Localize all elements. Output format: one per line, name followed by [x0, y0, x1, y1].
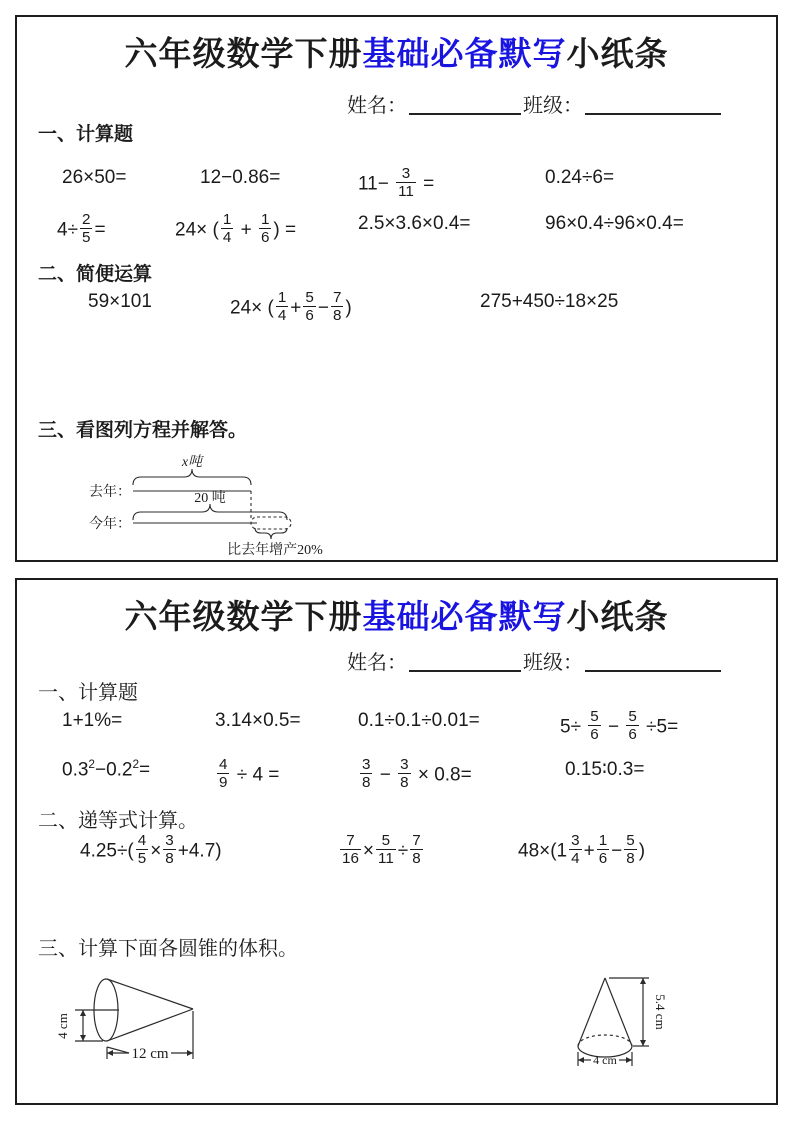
fraction: $\frac{7}{8}$	[332, 289, 342, 325]
math-problem: 11− $\frac{3}{11}$ =	[358, 165, 435, 201]
height-dimension-label: 5.4 cm	[653, 994, 668, 1030]
fraction: $\frac{3}{8}$	[165, 832, 174, 868]
class-label: 班级：	[523, 652, 583, 674]
fraction: $\frac{5}{8}$	[626, 832, 635, 868]
increase-label: 比去年增产20%	[227, 543, 323, 558]
math-problem: $0.3^2-0.2^2=$	[62, 758, 151, 781]
math-problem: $\frac{3}{8}$ − $\frac{3}{8}$ × 0.8=	[362, 756, 472, 792]
math-problem: 12−0.86=	[200, 167, 281, 188]
x-tons-label: x吨	[181, 455, 203, 470]
cone-figure-left	[53, 968, 223, 1070]
page-title	[17, 591, 776, 638]
fraction: $\frac{7}{16}$	[342, 832, 359, 868]
math-problem: 24× ( $\frac{1}{4}$ + $\frac{5}{6}$ − $\frac{7}{8}$ )	[230, 289, 352, 325]
math-problem: 24× ( $\frac{1}{4}$ + $\frac{1}{6}$ ) =	[175, 211, 297, 247]
section-2-heading: 二、递等式计算。	[38, 810, 198, 832]
diameter-dimension-label: 4 cm	[593, 1053, 617, 1067]
fraction: $\frac{5}{6}$	[628, 708, 637, 744]
name-label: 姓名：	[347, 95, 407, 117]
fraction: $\frac{1}{4}$	[222, 211, 232, 247]
section-1-heading: 一、计算题	[38, 124, 134, 145]
calc-row-2	[17, 758, 772, 804]
this-year-label: 今年：	[89, 517, 131, 532]
math-problem: 275+450÷18×25	[480, 291, 619, 312]
name-class-line	[347, 646, 721, 675]
math-problem: 4.25÷( $\frac{4}{5}$ × $\frac{3}{8}$ +4.7)	[80, 832, 222, 868]
fraction: $\frac{2}{5}$	[82, 211, 91, 247]
class-blank	[585, 95, 721, 115]
radius-dimension-label: 4 cm	[55, 1013, 70, 1039]
fraction: $\frac{3}{8}$	[362, 756, 371, 792]
title-part-1: 六年级数学下册	[124, 598, 363, 635]
bar-model-diagram	[75, 441, 385, 559]
twenty-tons-label: 20 吨	[194, 491, 226, 506]
calc-row-1	[17, 167, 772, 213]
underbrace-increase	[255, 528, 287, 539]
worksheet-page-2	[15, 578, 778, 1105]
simplify-row	[17, 291, 772, 337]
fraction: $\frac{4}{9}$	[219, 756, 228, 792]
fraction: $\frac{1}{4}$	[277, 289, 287, 325]
math-problem: $\frac{4}{9}$ ÷ 4 =	[219, 756, 280, 792]
fraction: $\frac{5}{6}$	[590, 708, 599, 744]
section-2-heading: 二、简便运算	[38, 264, 153, 285]
math-problem: 1+1%=	[62, 710, 123, 731]
exponent: 2	[132, 758, 140, 771]
fraction: $\frac{3}{11}$	[398, 165, 414, 201]
overbrace-x	[133, 469, 251, 485]
fraction: $\frac{5}{11}$	[378, 832, 394, 868]
title-part-3: 小纸条	[566, 598, 669, 635]
fraction: $\frac{7}{8}$	[412, 832, 421, 868]
math-problem: 0.24÷6=	[545, 167, 615, 188]
fraction: $\frac{3}{8}$	[400, 756, 409, 792]
math-problem: 0.15∶0.3=	[565, 759, 645, 780]
fraction: $\frac{4}{5}$	[137, 832, 147, 868]
math-problem: 48×(1 $\frac{3}{4}$ + $\frac{1}{6}$ − $\frac{5}{8}$ )	[518, 832, 646, 868]
math-problem: 5÷ $\frac{5}{6}$ − $\frac{5}{6}$ ÷5=	[560, 708, 679, 744]
fraction: $\frac{1}{6}$	[598, 832, 608, 868]
calc-row-1	[17, 710, 772, 756]
class-blank	[585, 652, 721, 672]
fraction: $\frac{5}{6}$	[305, 289, 314, 325]
section-3-heading: 三、计算下面各圆锥的体积。	[38, 938, 298, 960]
section-3-heading: 三、看图列方程并解答。	[38, 420, 248, 441]
page-title	[17, 28, 776, 75]
math-problem: 2.5×3.6×0.4=	[358, 213, 471, 234]
cone-base-back-arc	[578, 1035, 632, 1046]
stepwise-row	[17, 834, 772, 880]
calc-row-2	[17, 213, 772, 259]
last-year-label: 去年：	[89, 485, 131, 500]
section-1-heading: 一、计算题	[38, 682, 138, 704]
worksheet-page-1	[15, 15, 778, 562]
name-blank	[409, 652, 521, 672]
name-blank	[409, 95, 521, 115]
fraction: $\frac{1}{6}$	[260, 211, 270, 247]
math-problem: 0.1÷0.1÷0.01=	[358, 710, 480, 731]
math-problem: 3.14×0.5=	[215, 710, 301, 731]
math-problem: 59×101	[88, 291, 152, 312]
fraction: $\frac{3}{4}$	[571, 832, 580, 868]
title-part-highlight: 基础必备默写	[362, 35, 567, 72]
math-problem: 4÷ $\frac{2}{5}$ =	[57, 211, 106, 247]
class-label: 班级：	[523, 95, 583, 117]
overbrace-20t	[133, 504, 287, 520]
cone-figure-right	[555, 966, 683, 1076]
title-part-highlight: 基础必备默写	[362, 598, 567, 635]
name-class-line	[347, 89, 721, 118]
math-problem: $\frac{7}{16}$ × $\frac{5}{11}$ ÷ $\frac{7}{8}$	[342, 832, 421, 868]
exponent: 2	[88, 758, 95, 771]
title-part-1: 六年级数学下册	[124, 35, 363, 72]
math-problem: 96×0.4÷96×0.4=	[545, 213, 684, 234]
title-part-3: 小纸条	[566, 35, 669, 72]
math-problem: 26×50=	[62, 167, 127, 188]
name-label: 姓名：	[347, 652, 407, 674]
height-dimension-label: 12 cm	[131, 1046, 169, 1062]
